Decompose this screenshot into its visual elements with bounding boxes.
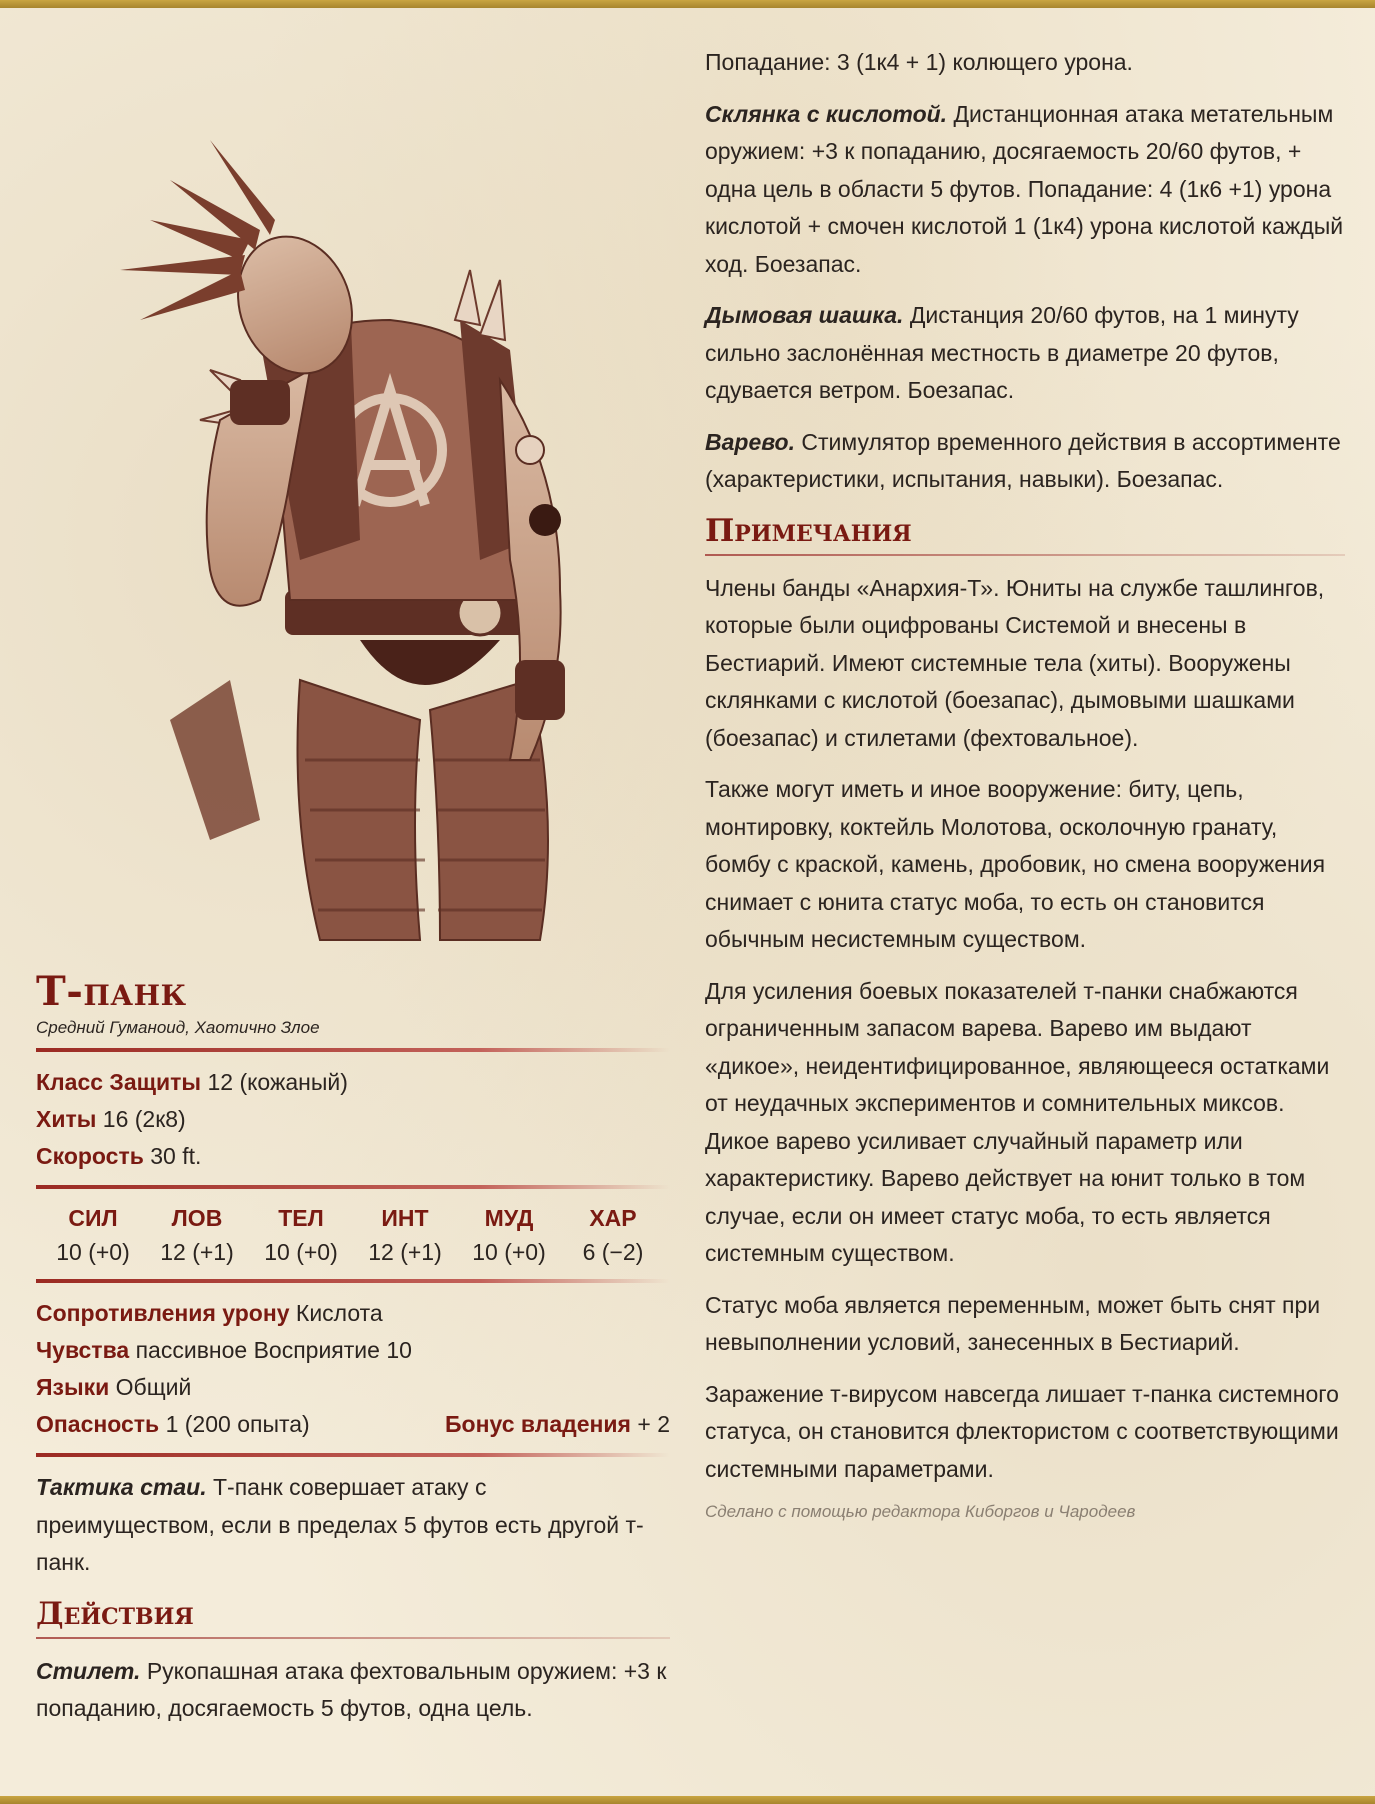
speed-row <box>36 1138 670 1175</box>
proficiency-bonus <box>445 1406 670 1443</box>
ability-wis <box>460 1201 558 1269</box>
ability-con <box>252 1201 350 1269</box>
ability-label: ИНТ <box>381 1205 429 1231</box>
hit-points-value: 16 (2к8) <box>102 1106 186 1132</box>
ability-value: 6 (−2) <box>582 1239 644 1265</box>
ability-label: МУД <box>484 1205 534 1231</box>
action-text: Рукопашная атака фехтовальным оружием: +3 к попаданию, досягаемость 5 футов, одна цель. <box>36 1657 667 1722</box>
challenge-label: Опасность <box>36 1411 160 1437</box>
ability-value: 12 (+1) <box>160 1239 234 1265</box>
divider <box>36 1453 670 1457</box>
proficiency-label: Бонус владения <box>445 1411 631 1437</box>
challenge-row <box>36 1406 670 1443</box>
speed-value: 30 ft. <box>150 1143 202 1169</box>
actions-heading: Действия <box>36 1595 194 1632</box>
action-text: Стимулятор временного действия в ассортименте (характеристики, испытания, навыки). Боезапас. <box>705 428 1341 492</box>
note-paragraph: Члены банды «Анархия-Т». Юниты на службе ташлингов, которые были оцифрованы Системой и внесены в Бестиарий. Имеют системные тела (хиты). Вооружены склянками с кислотой (боезапас), дымовыми шашками (боезапас) и стилетами (фехтовальное). <box>705 574 1325 751</box>
section-divider <box>36 1637 670 1639</box>
ability-dex <box>148 1201 246 1269</box>
footer-credit: Сделано с помощью редактора Киборгов и Чародеев <box>705 1502 1136 1522</box>
ability-value: 12 (+1) <box>368 1239 442 1265</box>
challenge <box>36 1406 310 1443</box>
senses-row <box>36 1332 670 1369</box>
statblock-left-column <box>36 970 670 1742</box>
action-text: Дистанция 20/60 футов, на 1 минуту сильно заслонённая местность в диаметре 20 футов, сдувается ветром. Боезапас. <box>705 302 1299 403</box>
bottom-border <box>0 1796 1375 1804</box>
armor-class-label: Класс Защиты <box>36 1069 202 1095</box>
resistances-value: Кислота <box>295 1300 383 1326</box>
ability-scores <box>36 1201 670 1269</box>
resistances-label: Сопротивления урону <box>36 1300 290 1326</box>
statblock-right-column <box>705 44 1345 1522</box>
trait-pack-tactics <box>36 1469 670 1582</box>
languages-label: Языки <box>36 1374 110 1400</box>
note-paragraph: Заражение т-вирусом навсегда лишает т-панка системного статуса, он становится флектористом с соответствующими системными параметрами. <box>705 1380 1339 1482</box>
action-brew <box>705 424 1345 499</box>
note-paragraph: Для усиления боевых показателей т-панки снабжаются ограниченным запасом варева. Варево им выдают «дикое», неидентифицированное, являющееся остатками от неудачных экспериментов и сомнительных миксов. Дикое варево усиливает случайный параметр или характеристику. Варево действует на юнит только в том случае, если он имеет статус моба, то есть является системным существом. <box>705 977 1330 1267</box>
ability-value: 10 (+0) <box>56 1239 130 1265</box>
armor-class-row <box>36 1064 670 1101</box>
action-name: Склянка с кислотой. <box>705 100 948 127</box>
trait-text: Т-панк совершает атаку с преимуществом, если в пределах 5 футов есть другой т-панк. <box>36 1474 644 1575</box>
action-name: Варево. <box>705 428 796 455</box>
section-divider <box>705 554 1345 556</box>
notes-heading: Примечания <box>705 512 912 549</box>
action-smoke-bomb <box>705 297 1345 410</box>
note-paragraph: Статус моба является переменным, может быть снят при невыполнении условий, занесенных в Бестиарий. <box>705 1291 1321 1356</box>
hit-points-label: Хиты <box>36 1106 97 1132</box>
trait-name: Тактика стаи. <box>36 1474 207 1500</box>
ability-label: ЛОВ <box>171 1205 223 1231</box>
ability-value: 10 (+0) <box>264 1239 338 1265</box>
monster-type: Средний Гуманоид, Хаотично Злое <box>36 1018 320 1037</box>
action-stiletto <box>36 1653 670 1728</box>
action-name: Стилет. <box>36 1657 141 1684</box>
resistances-row <box>36 1295 670 1332</box>
monster-name: Т-панк <box>36 968 187 1015</box>
character-illustration <box>60 120 660 950</box>
hit-points-row <box>36 1101 670 1138</box>
senses-label: Чувства <box>36 1337 130 1363</box>
action-acid-vial <box>705 96 1345 284</box>
senses-value: пассивное Восприятие 10 <box>135 1337 412 1363</box>
armor-class-value: 12 (кожаный) <box>207 1069 348 1095</box>
ability-int <box>356 1201 454 1269</box>
ability-label: СИЛ <box>68 1205 118 1231</box>
note-paragraph: Также могут иметь и иное вооружение: биту, цепь, монтировку, коктейль Молотова, осколочную гранату, бомбу с краской, камень, дробовик, но смена вооружения снимает с юнита статус моба, то есть он становится обычным несистемным существом. <box>705 776 1326 953</box>
top-border <box>0 0 1375 8</box>
ability-label: ТЕЛ <box>278 1205 324 1231</box>
proficiency-value: + 2 <box>637 1411 670 1437</box>
ability-cha <box>564 1201 662 1269</box>
languages-row <box>36 1369 670 1406</box>
divider <box>36 1185 670 1189</box>
divider <box>36 1279 670 1283</box>
challenge-value: 1 (200 опыта) <box>165 1411 310 1437</box>
action-name: Дымовая шашка. <box>705 302 904 328</box>
action-text: Дистанционная атака метательным оружием: +3 к попаданию, досягаемость 20/60 футов, + одна цель в области 5 футов. Попадание: 4 (1к6 +1) урона кислотой + смочен кислотой 1 (1к4) урона кислотой каждый ход. Боезапас. <box>705 100 1344 277</box>
ability-str <box>44 1201 142 1269</box>
divider <box>36 1048 670 1052</box>
ability-label: ХАР <box>589 1205 637 1231</box>
languages-value: Общий <box>115 1374 192 1400</box>
speed-label: Скорость <box>36 1143 144 1169</box>
stiletto-hit: Попадание: 3 (1к4 + 1) колющего урона. <box>705 49 1133 75</box>
ability-value: 10 (+0) <box>472 1239 546 1265</box>
